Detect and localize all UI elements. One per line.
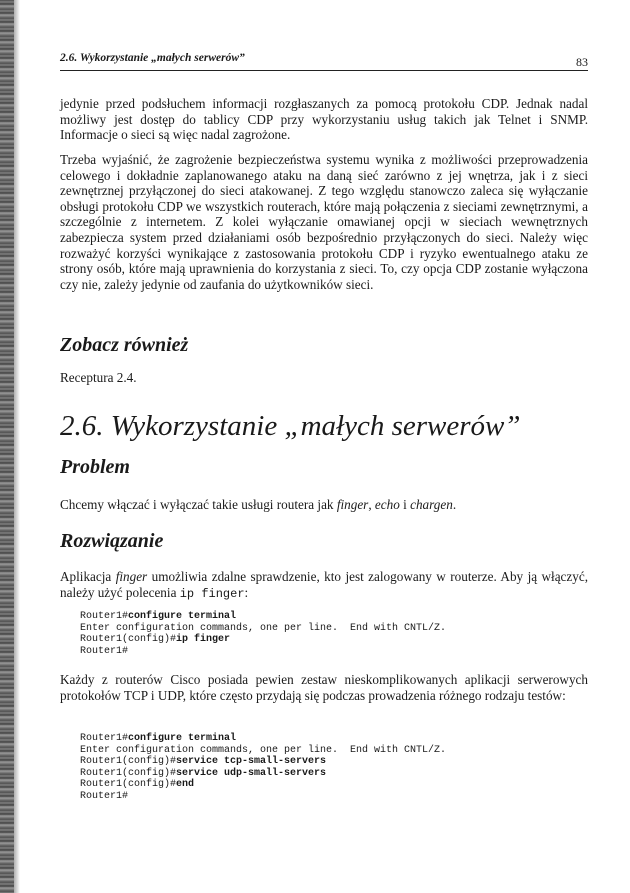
code-line: Router1(config)#end <box>80 779 195 790</box>
code-line: Router1(config)#service tcp-small-servers <box>80 756 327 767</box>
code-block-small-servers <box>80 733 570 802</box>
code-line: Router1# <box>80 790 129 802</box>
spine-shadow <box>14 0 20 893</box>
code-line: Router1#configure terminal <box>80 733 237 744</box>
app-finger: finger <box>115 569 148 584</box>
running-head <box>60 50 588 71</box>
scanned-book-spine-edge <box>0 0 14 893</box>
threat-paragraph: Trzeba wyjaśnić, że zagrożenie bezpieczeństwa systemu wynika z możliwości przeprowadzenia celowego i dokładnie zaplanowanego ataku na daną sieć zarówno z jej wnętrza, jak i z sieci zewnętrznej przyłączonej do sieci atakowanej. Z tego względu stanowczo zaleca się wyłączanie obsługi protokołu CDP we wszystkich routerach, które mają połączenia z sieciami zewnętrznymi, a szczególnie z internetem. Z kolei wyłączanie omawianej opcji w sieciach wewnętrznych zabezpiecza system przed działaniami osób bezpośrednio przyłączonych do sieci. Należy więc rozważyć korzyści wynikające z zastosowania protokołu CDP i ryzyko ewentualnego ataku ze strony osób, które mają uprawnienia do korzystania z sieci. To, czy opcja CDP zostanie wyłączona czy nie, zależy jedynie od zaufania do użytkowników sieci. <box>60 152 588 292</box>
inline-command: ip finger <box>179 586 245 601</box>
solution-paragraph-2: Każdy z routerów Cisco posiada pewien zestaw nieskomplikowanych aplikacji serwerowych protokołów TCP i UDP, które często przydają się podczas prowadzenia różnego rodzaju testów: <box>60 672 588 703</box>
solution-paragraph-1: Aplikacja finger umożliwia zdalne sprawdzenie, kto jest zalogowany w routerze. Aby ją włączyć, należy użyć polecenia ip finger: <box>60 569 588 601</box>
code-line: Router1# <box>80 645 129 657</box>
intro-paragraph: jedynie przed podsłuchem informacji rozgłaszanych za pomocą protokołu CDP. Jednak nadal możliwy jest dostęp do tablicy CDP przy wykorzystaniu usług takich jak Telnet i SNMP. Informacje o sieci są więc nadal zagrożone. <box>60 96 588 143</box>
code-block-finger <box>80 611 570 657</box>
page-number: 83 <box>576 55 588 69</box>
service-echo: echo <box>374 497 400 512</box>
service-finger: finger <box>336 497 369 512</box>
problem-text: Chcemy włączać i wyłączać takie usługi routera jak finger, echo i chargen. <box>60 497 457 512</box>
code-line: Enter configuration commands, one per line. End with CNTL/Z. <box>80 744 447 756</box>
running-head-title: 2.6. Wykorzystanie „małych serwerów” <box>60 52 245 64</box>
code-line: Enter configuration commands, one per line. End with CNTL/Z. <box>80 622 447 634</box>
service-chargen: chargen <box>410 497 453 512</box>
section-title: 2.6. Wykorzystanie „małych serwerów” <box>60 410 521 442</box>
see-also-text: Receptura 2.4. <box>60 370 137 385</box>
solution-heading: Rozwiązanie <box>60 530 164 552</box>
code-line: Router1(config)#service udp-small-servers <box>80 767 327 779</box>
code-line: Router1#configure terminal <box>80 611 237 622</box>
problem-heading: Problem <box>60 456 130 478</box>
see-also-heading: Zobacz również <box>60 334 189 356</box>
code-line: Router1(config)#ip finger <box>80 634 231 645</box>
